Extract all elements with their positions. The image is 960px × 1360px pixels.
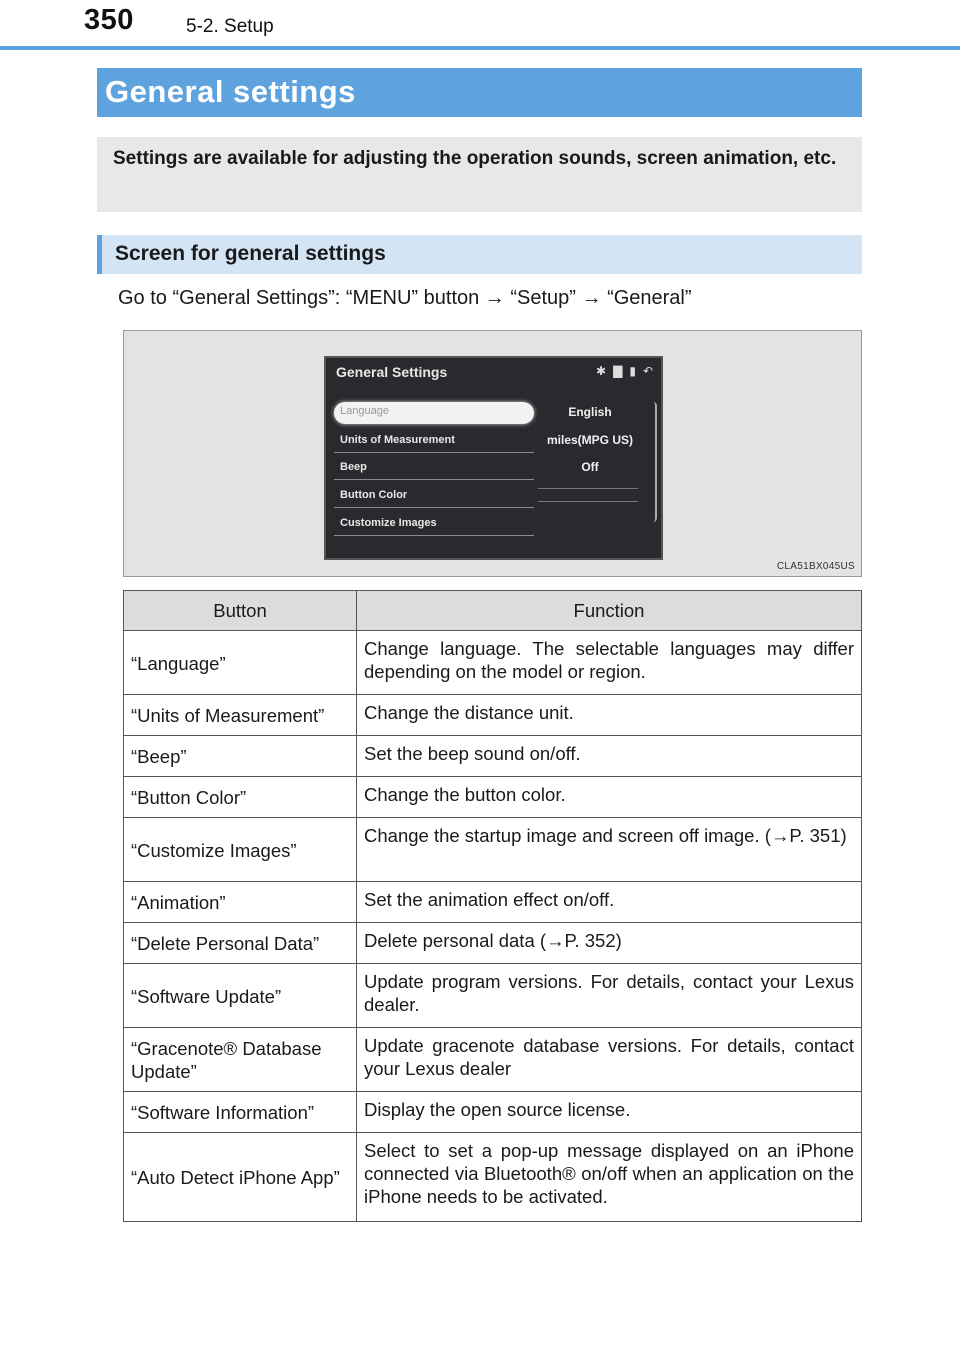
screen-value-units: miles(MPG US) [546,433,633,447]
column-header-button: Button [124,591,357,631]
button-cell: “Gracenote® Database Update” [124,1028,357,1092]
button-cell: “Beep” [124,736,357,777]
table-row [124,1028,862,1092]
function-cell: Update program versions. For details, contact your Lexus dealer. [357,964,862,1028]
function-cell: Change the distance unit. [357,695,862,736]
button-cell: “Units of Measurement” [124,695,357,736]
button-cell: “Auto Detect iPhone App” [124,1133,357,1222]
screen-row-customize-images[interactable] [334,514,534,536]
status-icons [596,364,653,378]
bluetooth-icon: ✱ [596,364,607,378]
column-header-function: Function [357,591,862,631]
screen-row-label: Language [340,405,389,417]
function-cell: Select to set a pop-up message displayed on an iPhone connected via Bluetooth® on/off when an application on the iPhone needs to be activated. [357,1133,862,1222]
subsection-title: Screen for general settings [115,242,386,265]
page-number: 350 [84,4,134,36]
button-cell: “Button Color” [124,777,357,818]
intro-box [97,137,862,212]
signal-icon: ▇ [613,364,623,378]
table-row [124,964,862,1028]
page-title: General settings [105,74,356,109]
table-row [124,818,862,882]
screen-title: General Settings [336,364,448,380]
function-table [123,590,862,1222]
screen-row-label: Units of Measurement [340,434,455,446]
screen-row-language[interactable] [334,402,534,424]
title-bar [97,68,862,117]
intro-text: Settings are available for adjusting the operation sounds, screen animation, etc. [113,148,837,169]
function-cell: Update gracenote database versions. For details, contact your Lexus dealer [357,1028,862,1092]
screen-row-beep[interactable] [334,458,534,480]
screen-scrollbar[interactable] [653,402,657,522]
display-screen [324,356,663,560]
button-cell: “Delete Personal Data” [124,923,357,964]
function-cell: Change the button color. [357,777,862,818]
function-cell: Set the beep sound on/off. [357,736,862,777]
screen-row-label: Beep [340,461,367,473]
color-swatch-bar [538,488,638,502]
table-header-row [124,591,862,631]
table-row [124,882,862,923]
subsection-bar [97,235,862,274]
table-row [124,695,862,736]
screenshot-frame [123,330,862,577]
header-rule [0,46,960,50]
table-row [124,777,862,818]
button-cell: “Customize Images” [124,818,357,882]
section-breadcrumb: 5-2. Setup [186,16,274,37]
button-cell: “Software Update” [124,964,357,1028]
table-row [124,1133,862,1222]
screen-row-units[interactable] [334,431,534,453]
back-icon[interactable]: ↶ [642,364,653,378]
screen-row-label: Button Color [340,489,408,501]
button-cell: “Software Information” [124,1092,357,1133]
function-cell: Delete personal data (→P. 352) [357,923,862,964]
screen-value-language: English [568,405,612,419]
screen-value-beep: Off [581,460,599,474]
page-header [0,0,960,50]
navigation-instruction: Go to “General Settings”: “MENU” button → “Setup” → “General” [118,287,692,309]
function-cell: Display the open source license. [357,1092,862,1133]
screen-row-button-color[interactable] [334,486,534,508]
table-row [124,1092,862,1133]
button-cell: “Language” [124,631,357,695]
table-row [124,736,862,777]
function-cell: Change language. The selectable languages may differ depending on the model or region. [357,631,862,695]
function-cell: Set the animation effect on/off. [357,882,862,923]
figure-code: CLA51BX045US [776,561,855,572]
battery-icon: ▮ [629,364,636,378]
table-row [124,631,862,695]
button-cell: “Animation” [124,882,357,923]
function-cell: Change the startup image and screen off image. (→P. 351) [357,818,862,882]
table-row [124,923,862,964]
screen-row-label: Customize Images [340,517,437,529]
